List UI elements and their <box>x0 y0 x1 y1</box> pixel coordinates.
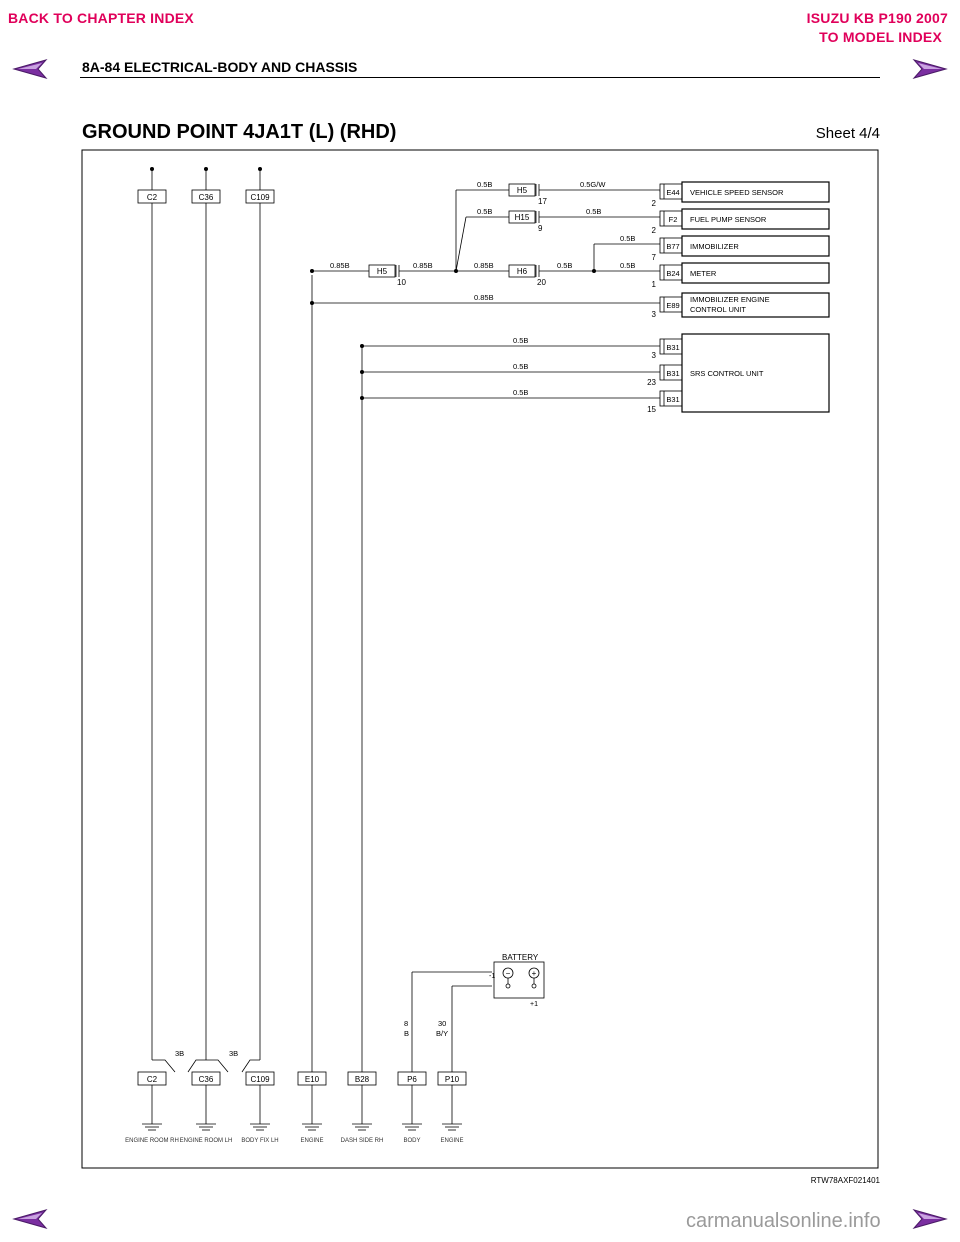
wire-label: 0.5G/W <box>580 180 606 189</box>
bottom-connector-p6: P6 <box>407 1075 417 1084</box>
component-fuel-pump-sensor: FUEL PUMP SENSOR <box>690 215 767 224</box>
wire-label: B/Y <box>436 1029 449 1038</box>
component-immobilizer-ecu-line1: IMMOBILIZER ENGINE <box>690 295 770 304</box>
pin-h15: 9 <box>538 224 543 233</box>
next-page-icon[interactable] <box>912 1208 948 1230</box>
pin-h6: 20 <box>537 278 546 287</box>
top-connector-c36: C36 <box>198 193 214 202</box>
connector-e89: E89 <box>666 301 680 310</box>
pin-b24: 1 <box>651 280 656 289</box>
component-immobilizer: IMMOBILIZER <box>690 242 739 251</box>
pin-f2: 2 <box>651 226 656 235</box>
pin-b77: 7 <box>651 253 656 262</box>
ground-label-engine-2: ENGINE <box>440 1138 464 1144</box>
component-vehicle-speed-sensor: VEHICLE SPEED SENSOR <box>690 188 784 197</box>
component-srs-control-unit: SRS CONTROL UNIT <box>690 369 764 378</box>
ground-label-engine-room-rh: ENGINE ROOM RH <box>125 1138 179 1144</box>
wire-label: 0.85B <box>474 293 494 302</box>
sheet-number: Sheet 4/4 <box>815 125 880 142</box>
bottom-connector-p10: P10 <box>444 1075 460 1084</box>
watermark: carmanualsonline.info <box>686 1210 881 1232</box>
wire-label: B <box>404 1029 410 1038</box>
wire-label: 0.5B <box>513 336 529 345</box>
connector-b31-c: B31 <box>666 395 680 404</box>
pin-h5-left: 10 <box>397 278 406 287</box>
bottom-connector-e10: E10 <box>304 1075 320 1084</box>
battery-symbol <box>494 962 544 998</box>
connector-b24: B24 <box>666 269 680 278</box>
ground-label-body: BODY <box>403 1138 421 1144</box>
wire-label: 0.5B <box>586 207 602 216</box>
bottom-connector-c109: C109 <box>250 1075 270 1084</box>
inline-connector-h5-top: H5 <box>516 186 528 195</box>
wire-label: 3B <box>175 1049 185 1058</box>
connector-f2: F2 <box>668 215 678 224</box>
pin-b31-a: 3 <box>651 351 656 360</box>
model-title: ISUZU KB P190 2007 <box>806 10 948 26</box>
ground-icon <box>142 1085 462 1130</box>
wire-label: 0.85B <box>330 261 350 270</box>
bottom-connector-c36: C36 <box>198 1075 214 1084</box>
wire-label: 0.5B <box>620 261 636 270</box>
battery-minus: − <box>505 969 511 978</box>
wire-label: 30 <box>438 1019 447 1028</box>
pin-e89: 3 <box>651 310 656 319</box>
inline-connector-h15: H15 <box>514 213 530 222</box>
bottom-connector-c2: C2 <box>146 1075 158 1084</box>
battery-terminal-2: +1 <box>530 1001 538 1008</box>
wire-label: 0.5B <box>513 388 529 397</box>
pin-h5-top: 17 <box>538 197 547 206</box>
battery-plus: + <box>531 969 537 978</box>
prev-page-icon[interactable] <box>12 1208 48 1230</box>
component-immobilizer-ecu-line2: CONTROL UNIT <box>690 305 746 314</box>
connector-e44: E44 <box>666 188 680 197</box>
wire-label: 0.5B <box>557 261 573 270</box>
inline-connector-h5-left: H5 <box>376 267 388 276</box>
figure-id: RTW78AXF021401 <box>810 1176 880 1185</box>
bottom-connector-b28: B28 <box>354 1075 370 1084</box>
wire-label: 0.5B <box>477 180 493 189</box>
section-header: 8A-84 ELECTRICAL-BODY AND CHASSIS <box>82 59 358 75</box>
pin-b31-c: 15 <box>647 405 656 414</box>
wire-label: 0.5B <box>477 207 493 216</box>
wire-label: 0.5B <box>620 234 636 243</box>
battery-terminal-1: -1 <box>489 973 496 980</box>
ground-label-engine: ENGINE <box>300 1138 324 1144</box>
pin-b31-b: 23 <box>647 378 656 387</box>
wire-label: 0.85B <box>413 261 433 270</box>
top-connector-c2: C2 <box>146 193 158 202</box>
battery-label: BATTERY <box>502 953 539 962</box>
to-model-index-link[interactable]: TO MODEL INDEX <box>819 29 942 45</box>
diagram-title: GROUND POINT 4JA1T (L) (RHD) <box>82 121 397 143</box>
wire-label: 0.85B <box>474 261 494 270</box>
ground-label-dash-side-rh: DASH SIDE RH <box>340 1138 384 1144</box>
wire-label: 3B <box>229 1049 239 1058</box>
inline-connector-h6: H6 <box>516 267 528 276</box>
ground-label-body-fix-lh: BODY FIX LH <box>241 1138 279 1144</box>
back-to-chapter-index-link[interactable]: BACK TO CHAPTER INDEX <box>8 10 194 26</box>
connector-b31-b: B31 <box>666 369 680 378</box>
connector-b31-a: B31 <box>666 343 680 352</box>
pin-e44: 2 <box>651 199 656 208</box>
top-connector-c109: C109 <box>250 193 270 202</box>
wire-label: 8 <box>404 1019 409 1028</box>
component-meter: METER <box>690 269 717 278</box>
wire-label: 0.5B <box>513 362 529 371</box>
connector-b77: B77 <box>666 242 680 251</box>
ground-label-engine-room-lh: ENGINE ROOM LH <box>179 1138 233 1144</box>
